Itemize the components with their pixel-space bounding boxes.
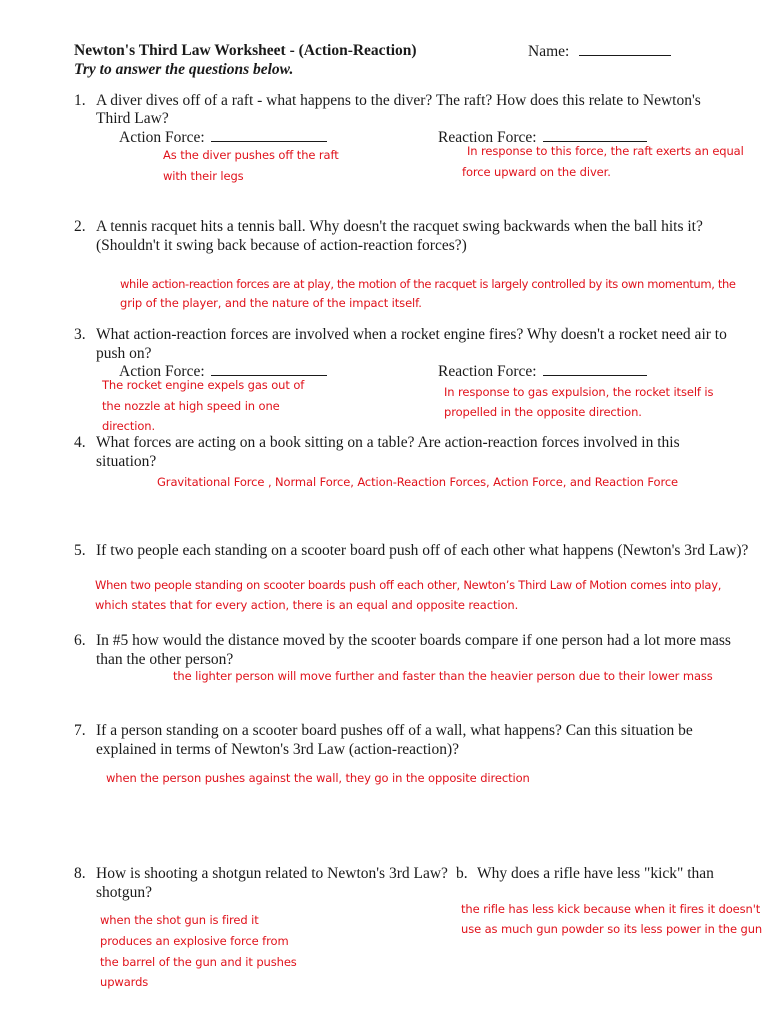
q3-action-answer-1: The rocket engine expels gas out of	[102, 378, 305, 392]
worksheet-subtitle: Try to answer the questions below.	[74, 61, 294, 78]
q8-answer-3: the barrel of the gun and it pushes	[100, 955, 297, 969]
q6-text-line1: In #5 how would the distance moved by the scooter boards compare if one person had a lot more mass	[96, 632, 731, 649]
q8b-letter: b.	[456, 865, 468, 882]
q3-reaction-blank	[543, 361, 647, 376]
q4-number: 4.	[74, 434, 86, 451]
q5-answer-2: which states that for every action, there is an equal and opposite reaction.	[95, 598, 519, 612]
q1-action-answer-1: As the diver pushes off the raft	[163, 148, 339, 162]
q1-action-answer-2: with their legs	[163, 169, 244, 183]
q3-action-answer-3: direction.	[102, 419, 156, 433]
name-blank-line	[579, 41, 671, 56]
q6-text-line2: than the other person?	[96, 651, 234, 668]
q1-number: 1.	[74, 92, 86, 109]
name-label: Name:	[528, 43, 570, 60]
q4-text-line1: What forces are acting on a book sitting on a table? Are action-reaction forces involved in this	[96, 434, 680, 451]
q8-answer-2: produces an explosive force from	[100, 934, 289, 948]
q8b-answer-1: the rifle has less kick because when it fires it doesn't	[461, 902, 761, 916]
q5-number: 5.	[74, 542, 86, 559]
q1-text-line1: A diver dives off of a raft - what happens to the diver? The raft? How does this relate to Newton's	[96, 92, 701, 109]
q3-reaction-answer-2: propelled in the opposite direction.	[444, 405, 642, 419]
q3-action-answer-2: the nozzle at high speed in one	[102, 399, 280, 413]
q8-answer-1: when the shot gun is fired it	[100, 913, 259, 927]
q8b-text-line1: Why does a rifle have less "kick" than	[477, 865, 714, 882]
q1-text-line2: Third Law?	[96, 110, 169, 127]
q7-text-line1: If a person standing on a scooter board pushes off of a wall, what happens? Can this situation be	[96, 722, 693, 739]
q4-answer: Gravitational Force , Normal Force, Action-Reaction Forces, Action Force, and Reaction Force	[157, 475, 679, 489]
q7-number: 7.	[74, 722, 86, 739]
q1-action-blank	[211, 127, 327, 142]
q3-action-label: Action Force:	[119, 361, 327, 382]
name-field	[528, 41, 671, 62]
q8b-answer-2: use as much gun powder so its less power in the gun	[461, 922, 763, 936]
q3-action-blank	[211, 361, 327, 376]
q4-text-line2: situation?	[96, 453, 157, 470]
q2-number: 2.	[74, 218, 86, 235]
q8-text-line2: shotgun?	[96, 884, 152, 901]
q3-number: 3.	[74, 326, 86, 343]
q6-number: 6.	[74, 632, 86, 649]
q5-text-line1: If two people each standing on a scooter board push off of each other what happens (Newton's 3rd Law)?	[96, 542, 749, 559]
q1-reaction-blank	[543, 127, 647, 142]
q2-text-line2: (Shouldn't it swing back because of action-reaction forces?)	[96, 237, 467, 254]
q8-answer-4: upwards	[100, 975, 149, 989]
worksheet-title: Newton's Third Law Worksheet - (Action-Reaction)	[74, 42, 417, 59]
q5-answer-1: When two people standing on scooter boards push off each other, Newton’s Third Law of Motion comes into play,	[95, 578, 722, 592]
q8-text-line1: How is shooting a shotgun related to Newton's 3rd Law?	[96, 865, 448, 882]
q1-reaction-answer-2: force upward on the diver.	[462, 165, 611, 179]
q3-text-line1: What action-reaction forces are involved when a rocket engine fires? Why doesn't a rocket need air to	[96, 326, 727, 343]
q1-action-label: Action Force:	[119, 127, 327, 148]
q6-answer: the lighter person will move further and faster than the heavier person due to their lower mass	[173, 669, 713, 683]
q2-text-line1: A tennis racquet hits a tennis ball. Why doesn't the racquet swing backwards when the ball hits it?	[96, 218, 703, 235]
q1-reaction-answer-1: In response to this force, the raft exerts an equal	[467, 144, 744, 158]
q8-number: 8.	[74, 865, 86, 882]
q7-answer: when the person pushes against the wall, they go in the opposite direction	[106, 771, 530, 785]
q3-reaction-answer-1: In response to gas expulsion, the rocket itself is	[444, 385, 714, 399]
q2-answer-1: while action-reaction forces are at play, the motion of the racquet is largely controlled by its own momentum, the	[120, 277, 736, 291]
q1-reaction-label: Reaction Force:	[438, 127, 647, 148]
q3-text-line2: push on?	[96, 345, 152, 362]
q7-text-line2: explained in terms of Newton's 3rd Law (action-reaction)?	[96, 741, 460, 758]
q3-reaction-label: Reaction Force:	[438, 361, 647, 382]
q2-answer-2: grip of the player, and the nature of the impact itself.	[120, 296, 422, 310]
